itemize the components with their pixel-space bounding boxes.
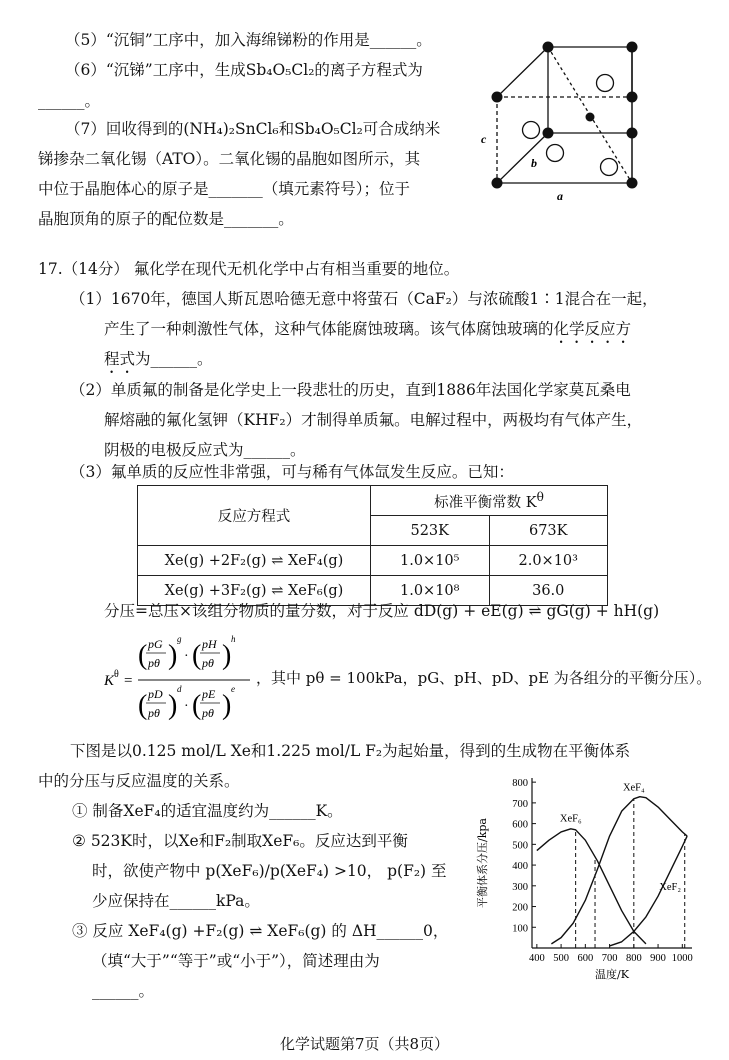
- y-tick-label: 800: [512, 778, 528, 790]
- series-label-2: XeF₂: [659, 881, 682, 893]
- svg-text:(: (: [192, 640, 202, 671]
- k-den2-pt: pθ: [202, 706, 214, 720]
- y-tick-label: 500: [512, 840, 528, 852]
- q16-part7-line4: 晶胞顶角的原子的配位数是_______。: [38, 210, 294, 228]
- y-tick-label: 700: [512, 798, 528, 810]
- svg-text:): ): [168, 690, 178, 721]
- table-header-673k: 673K: [489, 516, 608, 546]
- table-row2-equation: Xe(g) +3F₂(g) ⇌ XeF₆(g): [138, 576, 371, 606]
- table-header-k-text: 标准平衡常数 K: [434, 494, 537, 511]
- crystal-label-a: a: [557, 189, 563, 203]
- k-exp-d: d: [177, 684, 182, 694]
- k-den1: pD: [148, 687, 163, 701]
- svg-text:=: =: [124, 673, 133, 689]
- k-exp-h: h: [231, 634, 236, 644]
- q16-part7-line1: （7）回收得到的(NH₄)₂SnCl₆和Sb₄O₅Cl₂可合成纳米: [65, 120, 441, 138]
- k-num1-pt: pθ: [148, 656, 160, 670]
- table-row1-523k: 1.0×10⁵: [371, 546, 490, 576]
- y-axis-title: 平衡体系分压/kpa: [476, 818, 489, 908]
- x-tick-label: 700: [601, 953, 618, 964]
- y-tick-label: 600: [512, 819, 528, 831]
- sub-question-3-line3: ______。: [92, 982, 155, 1000]
- equilibrium-table: [137, 485, 608, 606]
- svg-text:(: (: [192, 690, 202, 721]
- q17-p1-line2-text: 产生了一种刺激性气体，这种气体能腐蚀玻璃。该气体腐蚀玻璃的: [104, 320, 554, 338]
- table-header-k-sup: θ: [536, 489, 544, 504]
- q16-part7-line2: 锑掺杂二氧化锡（ATO）。二氧化锡的晶胞如图所示，其: [38, 150, 421, 168]
- x-tick-label: 600: [577, 953, 594, 964]
- sub-question-2-line2: 时，欲使产物中 p(XeF₆)/p(XeF₄) >10， p(F₂) 至: [92, 862, 447, 880]
- q17-p1-line2-emph: 化学反应方: [553, 320, 632, 338]
- page-footer: 化学试题第7页（共8页）: [279, 1035, 450, 1053]
- table-row1-equation: Xe(g) +2F₂(g) ⇌ XeF₄(g): [138, 546, 371, 576]
- partial-pressure-definition: 分压=总压×该组分物质的量分数，对于反应 dD(g) + eE(g) ⇌ gG(g) + hH(g): [104, 602, 660, 620]
- chart-intro-line2: 中的分压与反应温度的关系。: [38, 772, 240, 790]
- x-tick-label: 900: [650, 953, 666, 964]
- x-tick-label: 400: [528, 953, 545, 964]
- sub-question-3-line1: ③ 反应 XeF₄(g) +F₂(g) ⇌ XeF₆(g) 的 ΔH______0，: [72, 922, 449, 940]
- k-num1: pG: [148, 637, 163, 651]
- sub-question-1: ① 制备XeF₄的适宜温度约为______K。: [72, 802, 343, 820]
- q17-p1-line3-text: 为______。: [135, 350, 213, 368]
- chart-intro-line1: 下图是以0.125 mol/L Xe和1.225 mol/L F₂为起始量，得到的生成物在平衡体系: [70, 742, 631, 760]
- y-tick-label: 400: [512, 861, 528, 873]
- q16-part5: （5）“沉铜”工序中，加入海绵锑粉的作用是______。: [65, 31, 432, 49]
- svg-text:(: (: [138, 640, 148, 671]
- q17-p2-line1: （2）单质氟的制备是化学史上一段悲壮的历史，直到1886年法国化学家莫瓦桑电: [70, 381, 631, 399]
- q16-part6: （6）“沉锑”工序中，生成Sb₄O₅Cl₂的离子方程式为: [65, 61, 423, 79]
- q16-part6-blank: ______。: [38, 92, 101, 110]
- k-exp-e: e: [231, 684, 235, 694]
- sub-question-2-line3: 少应保持在______kPa。: [92, 892, 260, 910]
- table-header-k: [371, 486, 608, 516]
- svg-text:·: ·: [184, 649, 189, 664]
- y-tick-label: 100: [512, 923, 528, 935]
- crystal-label-c: c: [481, 132, 487, 146]
- q17-p1-line3: [104, 349, 213, 377]
- series-label-1: XeF₄: [622, 782, 645, 794]
- sub-question-2-line1: ② 523K时，以Xe和F₂制取XeF₆。反应达到平衡: [72, 832, 408, 850]
- q16-part7-line3: 中位于晶胞体心的原子是_______（填元素符号）；位于: [38, 180, 411, 198]
- y-tick-label: 200: [512, 902, 528, 914]
- k-exp-g: g: [177, 634, 182, 644]
- q17-p2-line3: 阴极的电极反应式为______。: [104, 441, 306, 459]
- k-expression-tail: ，其中 pθ = 100kPa，pG、pH、pD、pE 为各组分的平衡分压）。: [256, 669, 712, 687]
- x-axis-title: 温度/K: [595, 968, 629, 981]
- partial-pressure-chart: [470, 768, 700, 993]
- q17-p1-line3-emph: 程式: [104, 350, 136, 368]
- k-num2: pH: [202, 637, 217, 651]
- k-fraction-svg: [104, 630, 254, 730]
- k-den1-pt: pθ: [148, 706, 160, 720]
- crystal-cell-diagram: [475, 35, 650, 205]
- svg-text:): ): [222, 640, 232, 671]
- x-tick-label: 1000: [671, 953, 693, 964]
- crystal-label-b: b: [531, 156, 537, 170]
- q17-heading: 17.（14分） 氟化学在现代无机化学中占有相当重要的地位。: [38, 260, 460, 278]
- k-lhs-sup: θ: [114, 669, 119, 680]
- q17-p1-line2: [104, 319, 631, 347]
- x-tick-label: 800: [625, 953, 642, 964]
- table-header-523k: 523K: [371, 516, 490, 546]
- svg-text:(: (: [138, 690, 148, 721]
- x-tick-label: 500: [553, 953, 569, 964]
- y-tick-label: 300: [512, 881, 528, 893]
- q17-p2-line2: 解熔融的氟化氢钾（KHF₂）才制得单质氟。电解过程中，两极均有气体产生，: [104, 411, 643, 429]
- svg-text:): ): [168, 640, 178, 671]
- table-row1-673k: 2.0×10³: [489, 546, 608, 576]
- table-row2-523k: 1.0×10⁸: [371, 576, 490, 606]
- table-row2-673k: 36.0: [489, 576, 608, 606]
- svg-text:·: ·: [184, 699, 189, 714]
- k-num2-pt: pθ: [202, 656, 214, 670]
- k-den2: pE: [202, 687, 216, 701]
- k-lhs: K: [104, 673, 115, 689]
- series-label-0: XeF₆: [559, 813, 582, 825]
- table-header-equation: 反应方程式: [138, 486, 371, 546]
- q17-p3-line: （3）氟单质的反应性非常强，可与稀有气体氙发生反应。已知：: [70, 463, 514, 481]
- svg-text:): ): [222, 690, 232, 721]
- sub-question-3-line2: （填“大于”“等于”或“小于”），简述理由为: [92, 952, 380, 970]
- q17-p1-line1: （1）1670年，德国人斯瓦恩哈德无意中将萤石（CaF₂）与浓硫酸1∶1混合在一起，: [70, 290, 658, 308]
